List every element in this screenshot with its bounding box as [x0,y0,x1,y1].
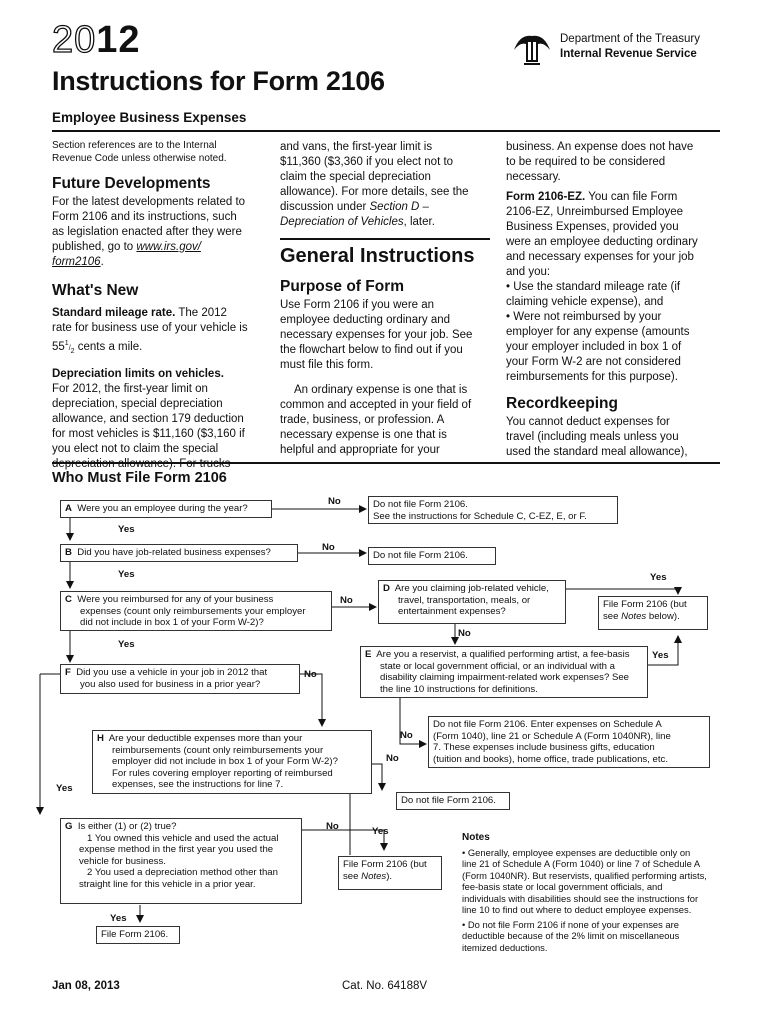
bullet-icon: • [506,311,514,323]
question-letter: D [383,583,390,594]
notes-block [462,832,732,953]
document-subtitle: Employee Business Expenses [52,110,247,125]
note-line: (Form 1040NR). But reservists, qualified performing artists, [462,869,707,881]
note-line: itemized deductions. [462,941,548,953]
question-text: vehicle for business. [79,855,166,867]
yes-label: Yes [56,783,73,794]
outcome-text: File Form 2106. [101,929,169,940]
question-text: Did you have job-related business expenses? [77,547,271,558]
question-text: 1 You owned this vehicle and used the actual [87,832,279,844]
ordinary-text: trade, business, or profession. A [280,414,445,426]
future-text: published, go to [52,241,137,253]
section-d-ref: Section D – [369,201,429,213]
dept-irs: Internal Revenue Service [560,48,697,60]
bullet-text: Were not reimbursed by your [513,311,662,323]
outcome-text: (tuition and books), home office, trade publications, etc. [433,753,669,765]
outcome-text: ). [386,870,393,882]
outcome-text: see [603,610,622,622]
col3-text: business. An expense does not have [506,141,694,153]
question-b-box [60,544,298,562]
form-2106ez-run-in: Form 2106-EZ. [506,191,586,203]
purpose-text: employee deducting ordinary and [280,314,451,326]
outcome-text: File Form 2106 (but [343,859,427,870]
ordinary-text: helpful and appropriate for your [280,444,440,456]
question-text: travel, transportation, meals, or [398,594,531,606]
question-text: Were you reimbursed for any of your business [77,594,274,605]
form-year: 2012 [52,19,141,61]
note-line: fee-basis state or local government officials, and [462,881,663,892]
outcome-a-box [368,496,618,524]
outcome-text: below). [646,610,680,622]
irs-link[interactable]: www.irs.gov/ [136,241,201,253]
depr-text: For 2012, the first-year limit on [52,383,208,396]
no-label: No [386,753,399,764]
question-letter: G [65,821,73,832]
question-text: Were you an employee during the year? [77,503,248,514]
future-developments-heading: Future Developments [52,175,211,192]
outcome-text: Do not file Form 2106. [401,795,496,806]
dept-treasury: Department of the Treasury [560,33,700,45]
outcome-e-box [428,716,710,768]
outcome-b-box [368,547,496,565]
notes-ref: Notes [621,610,647,622]
purpose-text: must file this form. [280,359,374,371]
outcome-d-box [598,596,708,630]
col2-text: and vans, the first-year limit is [280,141,433,153]
ez-text: You can file Form [588,191,678,203]
record-text: travel (including meals unless you [506,431,679,443]
depr-text: you elect not to claim the special [52,443,219,456]
recordkeeping-heading: Recordkeeping [506,395,618,412]
purpose-text: the flowchart below to find out if you [280,344,463,356]
mileage-text: The 2012 [178,307,227,319]
question-letter: F [65,667,71,678]
ez-text: and you: [506,266,551,278]
question-text: Are you claiming job-related vehicle, [394,583,549,594]
no-label: No [400,730,413,741]
bullet-text: your employer included in box 1 of [506,341,682,353]
outcome-text: Do not file Form 2106. [373,499,468,510]
no-label: No [322,542,335,553]
purpose-text: necessary expenses for your job. See [280,329,473,341]
question-text: disability claiming impairment-related work expenses? See [380,672,630,683]
purpose-text: Use Form 2106 if you were an [280,299,435,311]
future-text: Form 2106 and its instructions, such [52,211,237,223]
question-g-box [60,818,302,904]
question-text: 2 You used a depreciation method other than [87,867,278,878]
ez-text: and necessary expenses for your job [506,251,694,263]
question-e-box [360,646,648,698]
section-refs-line: Revenue Code unless otherwise noted. [52,152,227,164]
question-letter: B [65,547,72,558]
outcome-text: File Form 2106 (but [603,599,687,610]
bullet-text: Use the standard mileage rate (if [513,281,681,293]
period: . [100,256,104,268]
question-a-box [60,500,272,518]
question-text: state or local government official, or an individual with a [380,660,615,672]
depreciation-run-in: Depreciation limits on vehicles. [52,368,224,381]
bullet-text: employer for any expense (amounts [506,326,690,338]
question-text: you also used for business in a prior year? [80,678,261,690]
note-line: line 21 of Schedule A (Form 1040) or line 7 of Schedule A [462,858,701,869]
future-text: For the latest developments related to [52,196,246,208]
yes-label: Yes [372,826,389,837]
question-text: employer did not include in box 1 of your Form W-2)? [112,756,338,767]
question-text: straight line for this vehicle in a prior year. [79,878,256,890]
record-text: You cannot deduct expenses for [506,416,670,428]
ordinary-text: necessary expense is one that is [280,429,447,441]
notes-ref: Notes [361,870,387,882]
yes-label: Yes [650,572,667,583]
outcome-text: (Form 1040), line 21 or Schedule A (Form 1040NR), line [433,730,671,742]
depr-text: depreciation allowance). For trucks [52,458,231,471]
yes-label: Yes [110,913,127,924]
record-text: used the standard meal allowance), [506,446,688,458]
bullet-text: claiming vehicle expense), and [506,296,664,308]
outcome-text: see [343,870,362,882]
question-text: did not include in box 1 of your Form W-2)? [80,617,264,628]
bullet-text: reimbursements for this purpose). [506,371,678,383]
col3-text: to be required to be considered [506,156,666,168]
note-line: • Generally, employee expenses are deductible only on [462,846,691,858]
col2-text: $11,360 ($3,360 if you elect not to [280,156,454,168]
column-1: Section references are to the Internal Revenue Code unless otherwise noted. Future Developments For the latest developments related to Form 2106 and its instructions, such as legislation enacted after they were published, go to www.irs.gov/ form2106. What's New Standard mileage rate. The 2012 rate for business use of your vehicle is $55^1/_2$ cents a mile. Depreciation limits on vehicles. For 2012, the first-year limit on depreciation, special depreciation allowance, and section 179 deduction for most vehicles is $11,160 ($3,160 if you elect not to claim the special depreciation allowance). For trucks [52,140,267,472]
future-text: as legislation enacted after they were [52,226,242,238]
col2-text: allowance). For more details, see the [280,186,469,198]
outcome-g-yes-box [96,926,180,944]
no-label: No [458,628,471,639]
outcome-text: Do not file Form 2106. Enter expenses on Schedule A [433,719,662,730]
question-f-box [60,664,300,694]
question-letter: C [65,594,72,605]
outcome-text: See the instructions for Schedule C, C-EZ, E, or F. [373,510,587,522]
col3-text: necessary. [506,171,561,183]
document-title: Instructions for Form 2106 [52,66,385,96]
question-text: Did you use a vehicle in your job in 2012 that [76,667,268,678]
ez-text: were an employee deducting ordinary [506,236,698,248]
fraction-num: 1 [64,340,69,347]
yes-label: Yes [118,524,135,535]
bullet-text: your Form W-2 are not considered [506,356,681,368]
col2-text: discussion under [280,201,370,213]
question-d-box [378,580,566,624]
question-text: the line 10 instructions for definitions. [380,683,538,695]
section-d-ref: Depreciation of Vehicles [280,216,404,228]
irs-link-cont[interactable]: form2106 [52,256,101,268]
ez-text: 2106-EZ, Unreimbursed Employee [506,206,684,218]
question-letter: A [65,503,72,514]
question-c-box [60,591,332,631]
notes-heading: Notes [462,832,490,843]
yes-label: Yes [652,650,669,661]
no-label: No [328,496,341,507]
depr-text: depreciation, special depreciation [52,398,223,411]
ordinary-text: common and accepted in your field of [280,399,472,411]
mileage-text: cents a mile. [74,340,143,353]
question-text: reimbursements (count only reimbursements your [112,744,324,756]
question-text: expenses, see the instructions for line 7. [112,779,284,790]
outcome-text: 7. These expenses include business gifts, education [433,742,655,753]
question-text: Is either (1) or (2) true? [77,821,177,832]
section-refs-line: Section references are to the Internal [52,140,217,151]
no-label: No [340,595,353,606]
note-line: deductible because of the 2% limit on miscellaneous [462,930,680,941]
question-letter: H [97,733,104,744]
question-text: Are your deductible expenses more than your [108,733,303,744]
footer-cat-no: Cat. No. 64188V [342,980,428,992]
outcome-h-box [396,792,510,810]
yes-label: Yes [118,639,135,650]
question-letter: E [365,649,372,660]
col2-text: claim the special depreciation [280,171,431,183]
depr-text: for most vehicles is $11,160 ($3,160 if [52,428,245,441]
yes-label: Yes [118,569,135,580]
mileage-run-in: Standard mileage rate. [52,307,176,319]
mileage-text: rate for business use of your vehicle is [52,322,248,334]
mileage-value: 55 [52,340,65,353]
question-h-box [92,730,372,794]
fraction-den: 2 [70,348,75,356]
bullet-icon: • [506,281,514,293]
note-line: • Do not file Form 2106 if none of your expenses are [462,918,679,930]
whats-new-heading: What's New [52,282,139,299]
note-line: individuals with disabilities should see the instructions for [462,892,699,904]
no-label: No [304,669,317,680]
general-instructions-heading: General Instructions [280,245,475,267]
col2-text: , later. [403,216,435,228]
question-text: entertainment expenses? [398,606,506,617]
no-label: No [326,821,339,832]
question-text: For rules covering employer reporting of reimbursed [112,767,333,779]
question-text: expense method in the first year you used the [79,844,274,855]
question-text: Are you a reservist, a qualified performing artist, a fee-basis [376,649,630,660]
outcome-g-no-box [338,856,442,890]
purpose-heading: Purpose of Form [280,278,405,295]
outcome-text: Do not file Form 2106. [373,550,468,561]
depr-text: allowance, and section 179 deduction [52,413,244,426]
note-line: line 10 to find out where to deduct employee expenses. [462,904,692,915]
question-text: expenses (count only reimbursements your employer [80,605,306,617]
flowchart-heading: Who Must File Form 2106 [52,470,227,486]
footer-date: Jan 08, 2013 [52,980,120,992]
ez-text: Business Expenses, provided you [506,221,679,233]
ordinary-text: An ordinary expense is one that is [294,384,468,396]
